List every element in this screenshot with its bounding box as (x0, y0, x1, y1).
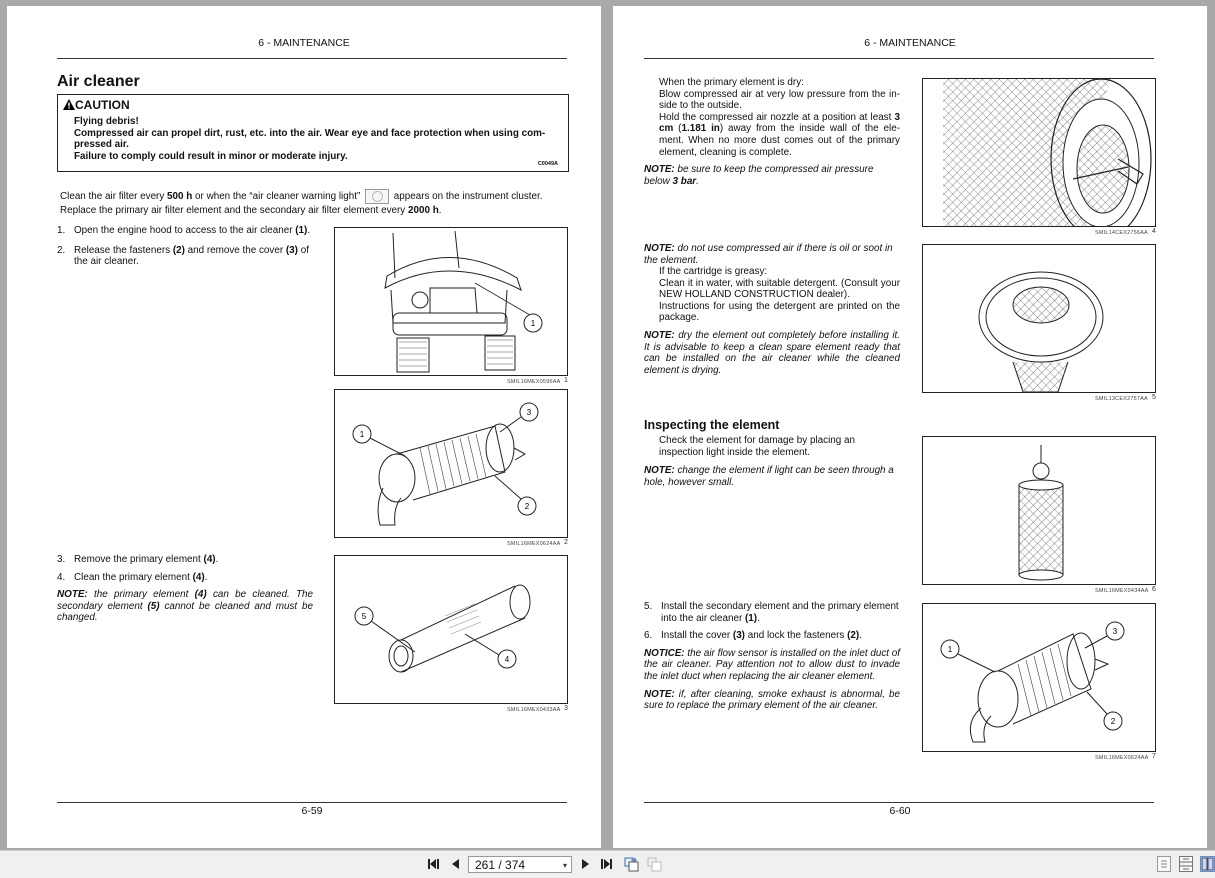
figure-3-number: 3 (564, 705, 568, 712)
note-dry-element: NOTE: dry the element out completely before installing it. It is advisable to keep a clean spare element ready that can be installed on the air cleaner while the cleaned element is drying. (644, 330, 900, 376)
note-light: NOTE: change the element if light can be seen through a hole, however small. (644, 465, 894, 488)
section-title: Air cleaner (57, 73, 140, 90)
greasy-cartridge-instructions: If the cartridge is greasy: Clean it in water, with suitable detergent. (Consult your NEW HOLLAND CONSTRUCTION dealer). Instructions for using the detergent are printed on the package. (659, 266, 900, 324)
step-1: 1. Open the engine hood to access to the air cleaner (1). (57, 225, 311, 236)
page-number: 6-59 (301, 805, 323, 817)
filter-elements-illustration (335, 556, 567, 703)
svg-text:4: 4 (504, 655, 510, 664)
continuous-view-button[interactable] (1179, 856, 1193, 872)
svg-text:2: 2 (1110, 717, 1116, 726)
footer-rule (644, 802, 1154, 803)
svg-text:1: 1 (359, 430, 365, 439)
first-page-icon (428, 858, 440, 870)
figure-5-code: SMIL13CEX2757AA (1095, 396, 1148, 402)
svg-text:3: 3 (526, 408, 532, 417)
next-view-icon (647, 857, 662, 872)
previous-view-icon (624, 857, 639, 872)
air-cleaner-illustration (923, 604, 1155, 751)
next-view-button[interactable] (646, 857, 662, 871)
running-head: 6 - MAINTENANCE (864, 37, 956, 49)
figure-4-number: 4 (1152, 228, 1156, 235)
note-primary-element: NOTE: the primary element (4) can be cleaned. The secondary element (5) cannot be cleaned and must be changed. (57, 589, 313, 624)
svg-text:1: 1 (947, 645, 953, 654)
figure-1-code: SMIL16MEX0596AA (507, 379, 561, 385)
continuous-page-icon (1180, 857, 1192, 871)
running-head: 6 - MAINTENANCE (258, 37, 350, 49)
previous-page-button[interactable] (449, 857, 461, 871)
air-cleaner-warning-light-icon (365, 189, 389, 204)
header-rule (644, 58, 1154, 59)
two-page-view-button[interactable] (1200, 856, 1215, 872)
page-number: 6-60 (889, 805, 911, 817)
last-page-button[interactable] (599, 857, 613, 871)
blowing-air-illustration (923, 79, 1155, 226)
step-2: 2. Release the fasteners (2) and remove the cover (3) of the air cleaner. (57, 244, 309, 268)
svg-text:5: 5 (361, 612, 367, 621)
figure-1-number: 1 (564, 377, 568, 384)
air-cleaner-illustration (335, 390, 567, 537)
step-3: 3. Remove the primary element (4). (57, 554, 219, 565)
figure-6-code: SMIL16MEX0434AA (1095, 588, 1149, 594)
svg-text:1: 1 (530, 319, 536, 328)
intro-paragraph: Clean the air filter every 500 h or when the “air cleaner warning light” appears on the instrument cluster. Replace the primary air filter element and the secondary air filter element every 2000 h. (60, 189, 580, 217)
note-oil-soot: NOTE: do not use compressed air if there is oil or soot in the element. (644, 243, 893, 266)
figure-7-air-cleaner (922, 603, 1156, 752)
figure-7-code: SMIL16MEX0624AA (1095, 755, 1149, 761)
figure-2-number: 2 (564, 539, 568, 546)
footer-rule (57, 802, 567, 803)
figure-2-code: SMIL16MEX0624AA (507, 541, 561, 547)
caution-title: CAUTION (63, 98, 130, 112)
figure-3-code: SMIL16MEX0433AA (507, 707, 561, 713)
steps-list-3 (644, 601, 900, 712)
pdf-navigation-toolbar (0, 850, 1215, 878)
steps-list-1 (57, 225, 313, 268)
figure-4-code: SMIL14CEX2756AA (1095, 230, 1148, 236)
previous-view-button[interactable] (623, 857, 639, 871)
next-page-button[interactable] (579, 857, 591, 871)
figure-3-elements (334, 555, 568, 704)
inspection-light-illustration (923, 437, 1155, 584)
page-indicator: 261 / 374 (475, 858, 526, 872)
cartridge-top-illustration (923, 245, 1155, 392)
figure-1-engine-hood (334, 227, 568, 376)
first-page-button[interactable] (427, 857, 441, 871)
step-5: 5. Install the secondary element and the primary element into the air cleaner (1). (644, 601, 899, 624)
dry-element-instructions: When the primary element is dry: Blow compressed air at very low pressure from the in-side to the outside. Hold the compressed air nozzle at a position at least 3 cm (1.181 in) away from the inside wall of the ele-ment. When no more dust comes out of the primary element, cleaning is complete. (659, 77, 900, 158)
dropdown-caret-icon: ▾ (562, 861, 567, 870)
caution-box (57, 94, 569, 172)
figure-2-air-cleaner (334, 389, 568, 538)
step-6: 6. Install the cover (3) and lock the fasteners (2). (644, 630, 862, 642)
next-page-icon (581, 858, 590, 870)
single-page-view-button[interactable] (1157, 856, 1171, 872)
left-page (7, 6, 601, 848)
previous-page-icon (451, 858, 460, 870)
last-page-icon (600, 858, 612, 870)
step-4: 4. Clean the primary element (4). (57, 571, 208, 583)
caution-code: C0049A (537, 161, 558, 167)
note-smoke-exhaust: NOTE: if, after cleaning, smoke exhaust is abnormal, be sure to replace the primary element of the air cleaner. (644, 688, 900, 712)
two-page-icon (1201, 857, 1214, 871)
single-page-icon (1158, 857, 1170, 871)
notice-air-flow-sensor: NOTICE: the air flow sensor is installed on the inlet duct of the air cleaner. Pay attention not to allow dust to invade the inlet duct when replacing the air cleaner element. (644, 647, 900, 682)
svg-text:3: 3 (1112, 627, 1118, 636)
figure-6-number: 6 (1152, 586, 1156, 593)
page-number-select[interactable] (468, 856, 572, 873)
figure-4-blowing-air (922, 78, 1156, 227)
inspect-text: Check the element for damage by placing an inspection light inside the element. (659, 435, 855, 458)
inspecting-heading: Inspecting the element (644, 418, 780, 432)
figure-5-cartridge (922, 244, 1156, 393)
excavator-illustration (335, 228, 567, 375)
figure-7-number: 7 (1152, 753, 1156, 760)
svg-text:2: 2 (524, 502, 530, 511)
header-rule (57, 58, 567, 59)
steps-list-2 (57, 554, 313, 624)
figure-6-inspection-light (922, 436, 1156, 585)
caution-body: Flying debris! Compressed air can propel dirt, rust, etc. into the air. Wear eye and face protection when using com-pressed air. Failure to comply could result in minor or moderate injury. (74, 116, 546, 162)
figure-5-number: 5 (1152, 394, 1156, 401)
warning-triangle-icon (63, 99, 75, 110)
note-air-pressure: NOTE: be sure to keep the compressed air pressure below 3 bar. (644, 164, 874, 187)
right-page (613, 6, 1207, 848)
